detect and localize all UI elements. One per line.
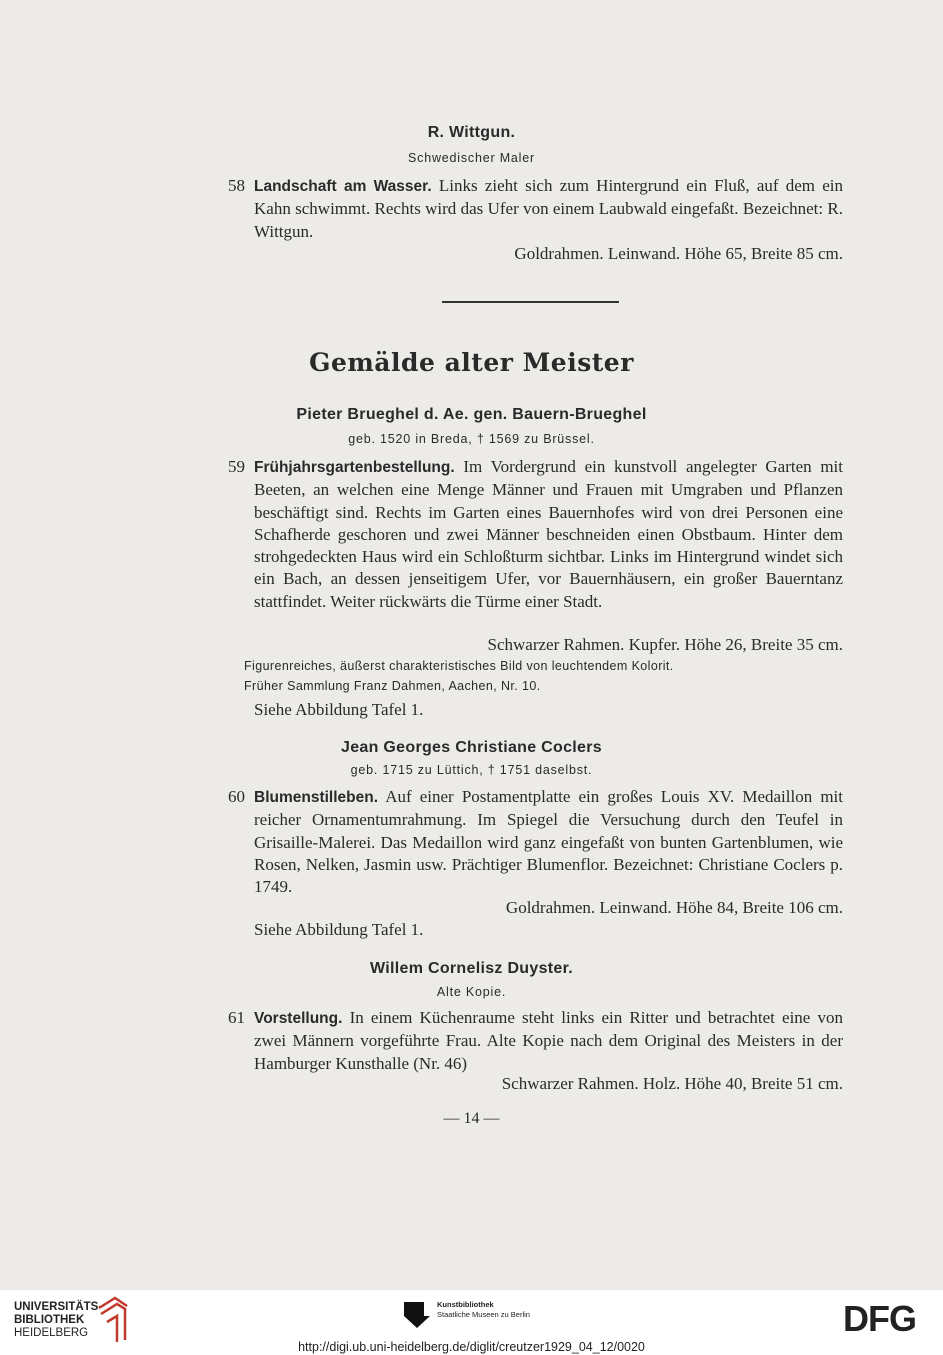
artist-wittgun-subtitle: Schwedischer Maler	[408, 151, 535, 165]
entry-58-frame: Goldrahmen. Leinwand. Höhe 65, Breite 85 cm.	[514, 244, 843, 263]
entry-description: Im Vordergrund ein kunstvoll angelegter Garten mit Beeten, an welchen eine Menge Männer und Frauen mit Umgraben und Pflanzen beschäftigt sind. Rechts im Garten eines Bauernhofes wird von drei Personen eine Schafherde geschoren und zwei Männer beschneiden einen Obstbaum. Hinter dem strohgedeckten Haus wird ein Schloßturm sichtbar. Links im Hintergrund windet sich ein Bach, an dessen jenseitigem Ufer, vor Bauernhäusern, ein großer Bauerntanz stattfindet. Weiter rückwärts die Türme einer Stadt.	[254, 457, 843, 611]
page-number: — 14 —	[443, 1110, 500, 1127]
entry-title: Blumenstilleben.	[254, 789, 379, 806]
entry-60-frame: Goldrahmen. Leinwand. Höhe 84, Breite 106 cm.	[505, 898, 843, 917]
artist-duyster: Willem Cornelisz Duyster.	[370, 960, 573, 977]
entry-number: 58	[228, 176, 245, 195]
entry-title: Landschaft am Wasser.	[254, 178, 432, 195]
entry-description: Links zieht sich zum Hintergrund ein Fluß, auf dem ein Kahn schwimmt. Rechts wird das Ufer von einem Laubwald eingefaßt. Bezeichnet: R. Wittgun.	[254, 176, 844, 241]
entry-61-frame: Schwarzer Rahmen. Holz. Höhe 40, Breite 51 cm.	[501, 1074, 843, 1093]
artist-coclers-subtitle: geb. 1715 zu Lüttich, † 1751 daselbst.	[350, 763, 593, 777]
entry-59-provenance: Früher Sammlung Franz Dahmen, Aachen, Nr. 10.	[244, 679, 541, 693]
dfg-logo[interactable]: DFG	[843, 1298, 916, 1339]
entry-59-frame: Schwarzer Rahmen. Kupfer. Höhe 26, Breite 35 cm.	[487, 635, 843, 654]
artist-duyster-subtitle: Alte Kopie.	[436, 985, 507, 999]
section-title: Gemälde alter Meister	[309, 348, 634, 377]
kunstbibliothek-logo-icon	[402, 1300, 432, 1330]
entry-number: 59	[228, 457, 245, 476]
catalog-entry-61	[228, 1007, 843, 1075]
section-divider	[442, 301, 619, 303]
source-url[interactable]: http://digi.ub.uni-heidelberg.de/diglit/creutzer1929_04_12/0020	[298, 1340, 645, 1354]
entry-59-illustration: Siehe Abbildung Tafel 1.	[254, 700, 424, 719]
entry-60-illustration: Siehe Abbildung Tafel 1.	[254, 920, 424, 939]
heidelberg-library-logo[interactable]	[14, 1301, 102, 1340]
logo-line: HEIDELBERG	[14, 1327, 89, 1339]
artist-coclers: Jean Georges Christiane Coclers	[341, 739, 602, 756]
artist-brueghel-subtitle: geb. 1520 in Breda, † 1569 zu Brüssel.	[348, 432, 595, 446]
entry-number: 61	[228, 1008, 245, 1027]
entry-number: 60	[228, 787, 245, 806]
kunstbibliothek-text	[437, 1300, 530, 1320]
catalog-entry-58	[228, 175, 843, 243]
entry-description: Auf einer Postamentplatte ein großes Louis XV. Medaillon mit reicher Ornamentumrahmung. Im Spiegel die Versuchung durch den Teufel in Grisaille-Malerei. Das Medaillon wird ganz eingefaßt von bunten Gartenblumen, wie Rosen, Nelken, Jasmin usw. Prächtiger Blumenflor. Bezeichnet: Christiane Coclers p. 1749.	[254, 787, 843, 897]
artist-wittgun: R. Wittgun.	[427, 124, 516, 141]
logo-line: UNIVERSITÄTS-	[14, 1301, 103, 1313]
entry-title: Frühjahrsgartenbestellung.	[254, 459, 455, 476]
kb-line: Staatliche Museen zu Berlin	[437, 1310, 530, 1319]
artist-brueghel: Pieter Brueghel d. Ae. gen. Bauern-Brueghel	[296, 406, 647, 423]
entry-59-note: Figurenreiches, äußerst charakteristisches Bild von leuchtendem Kolorit.	[244, 659, 674, 673]
entry-title: Vorstellung.	[254, 1010, 343, 1027]
entry-description: In einem Küchenraume steht links ein Ritter und betrachtet eine von zwei Männern vorgeführte Frau. Alte Kopie nach dem Original des Meisters in der Hamburger Kunsthalle (Nr. 46)	[254, 1008, 843, 1073]
library-mark-icon	[95, 1294, 131, 1346]
catalog-entry-59	[228, 456, 843, 613]
logo-line: BIBLIOTHEK	[14, 1314, 85, 1326]
catalog-entry-60	[228, 786, 843, 898]
kb-line: Kunstbibliothek	[437, 1300, 494, 1309]
